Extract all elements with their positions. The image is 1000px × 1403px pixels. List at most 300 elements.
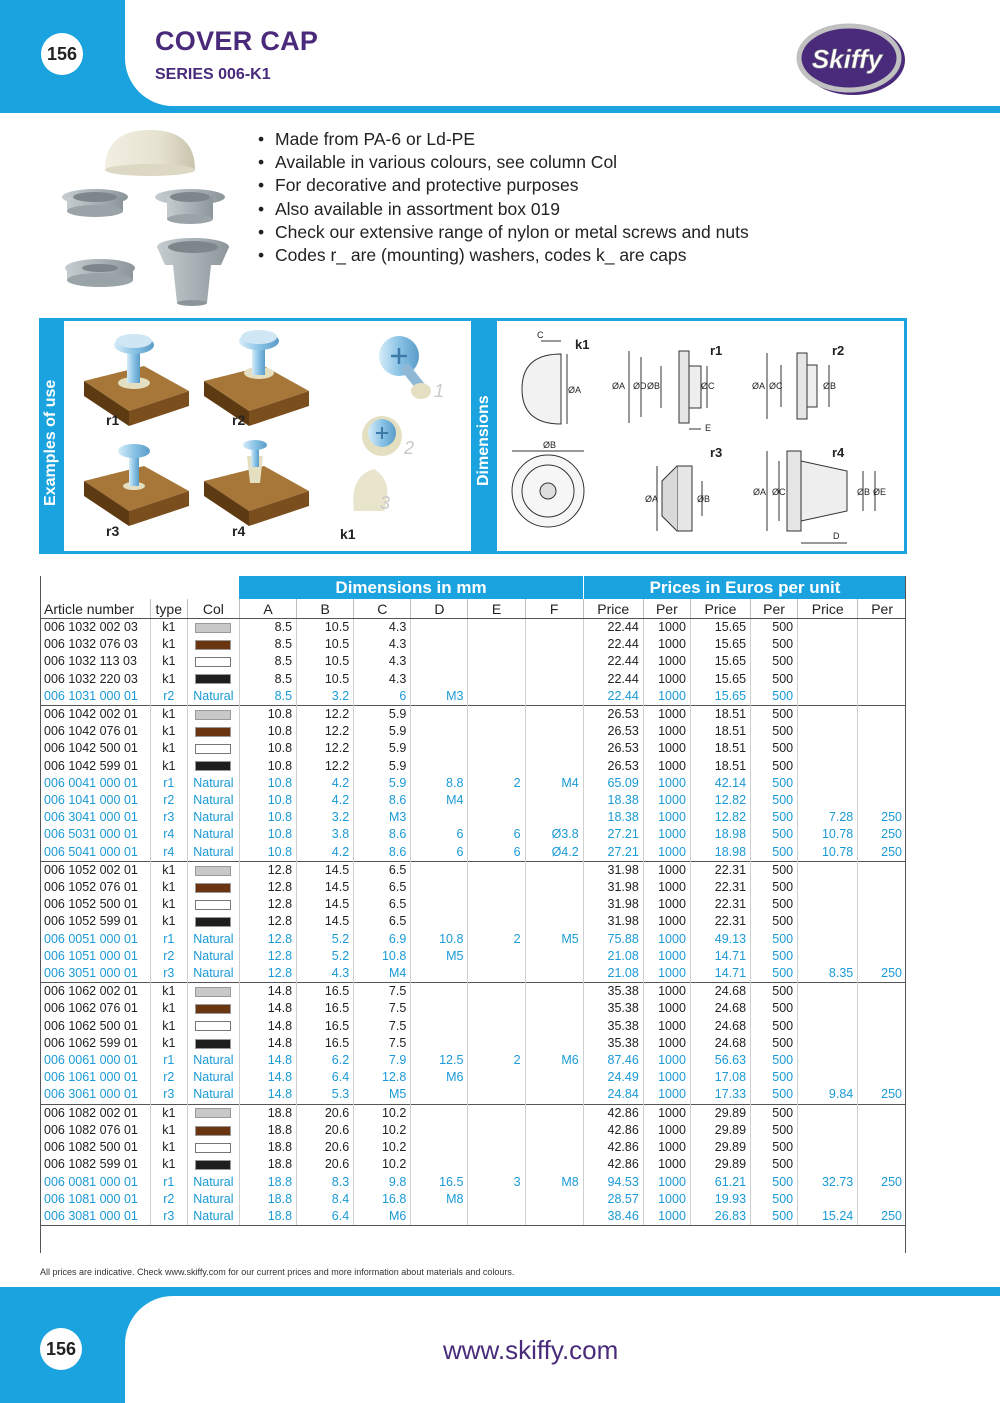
cell-B: 3.8 bbox=[297, 826, 354, 843]
cell-B: 16.5 bbox=[297, 1000, 354, 1017]
cell-D: M6 bbox=[411, 1069, 468, 1086]
cell-p3 bbox=[798, 1191, 858, 1208]
cell-B: 4.3 bbox=[297, 965, 354, 983]
table-row bbox=[40, 775, 906, 792]
cell-col: Natural bbox=[187, 965, 239, 983]
cell-D bbox=[411, 1104, 468, 1122]
cell-type: k1 bbox=[150, 653, 187, 670]
cell-B: 14.5 bbox=[297, 879, 354, 896]
cell-E bbox=[468, 792, 525, 809]
cell-p3 bbox=[798, 792, 858, 809]
cell-art: 006 1032 113 03 bbox=[44, 654, 137, 669]
cell-A: 12.8 bbox=[239, 931, 296, 948]
cell-type: k1 bbox=[150, 1035, 187, 1052]
cell-p1: 26.53 bbox=[583, 758, 643, 775]
table-row bbox=[40, 723, 906, 740]
cell-C: 6.5 bbox=[354, 913, 411, 930]
cell-D bbox=[411, 983, 468, 1001]
cell-D: 10.8 bbox=[411, 931, 468, 948]
cell-col: Natural bbox=[187, 844, 239, 862]
cell-p3 bbox=[798, 1104, 858, 1122]
cell-A: 10.8 bbox=[239, 723, 296, 740]
cell-p3 bbox=[798, 671, 858, 688]
table-row bbox=[40, 653, 906, 670]
cell-type: r3 bbox=[150, 965, 187, 983]
cell-B: 14.5 bbox=[297, 896, 354, 913]
table-row bbox=[40, 1191, 906, 1208]
cell-p1: 42.86 bbox=[583, 1122, 643, 1139]
cell-B: 14.5 bbox=[297, 861, 354, 879]
cell-B: 6.4 bbox=[297, 1208, 354, 1226]
cell-C: 7.5 bbox=[354, 1035, 411, 1052]
cell-p2: 29.89 bbox=[690, 1122, 750, 1139]
cell-p2: 18.51 bbox=[690, 706, 750, 724]
cell-q2: 500 bbox=[751, 688, 798, 706]
cell-p1: 22.44 bbox=[583, 688, 643, 706]
cell-C: 8.6 bbox=[354, 826, 411, 843]
cell-F bbox=[525, 1139, 583, 1156]
table-row bbox=[40, 844, 906, 862]
cell-art: 006 1042 002 01 bbox=[40, 706, 150, 724]
cell-art: 006 1062 599 01 bbox=[44, 1035, 138, 1050]
cell-p3 bbox=[798, 879, 858, 896]
cell-p2: 15.65 bbox=[690, 619, 750, 637]
cell-p3: 8.35 bbox=[798, 965, 858, 983]
cell-E bbox=[468, 671, 525, 688]
cell-p2: 61.21 bbox=[690, 1174, 750, 1191]
col-e: E bbox=[468, 599, 525, 619]
cell-p1: 42.86 bbox=[583, 1156, 643, 1173]
cell-p1: 87.46 bbox=[583, 1052, 643, 1069]
cell-q1: 1000 bbox=[643, 1191, 690, 1208]
cell-A: 14.8 bbox=[239, 1069, 296, 1086]
cell-D: 6 bbox=[411, 826, 468, 843]
table-border-right bbox=[905, 576, 906, 1253]
table-row bbox=[40, 965, 906, 983]
cell-B: 5.2 bbox=[297, 948, 354, 965]
cell-p3: 7.28 bbox=[798, 809, 858, 826]
cell-D bbox=[411, 1086, 468, 1104]
cell-B: 5.2 bbox=[297, 931, 354, 948]
cell-art: 006 5031 000 01 bbox=[44, 827, 138, 842]
cell-art: 006 1082 500 01 bbox=[44, 1140, 138, 1155]
cell-E bbox=[468, 1018, 525, 1035]
cell-art: 006 3061 000 01 bbox=[44, 1087, 138, 1102]
cell-p1: 24.84 bbox=[583, 1086, 643, 1104]
cell-art: 006 0051 000 01 bbox=[44, 931, 138, 946]
cell-B: 16.5 bbox=[297, 983, 354, 1001]
cell-q3: 250 bbox=[858, 1174, 906, 1191]
cell-art: 006 3081 000 01 bbox=[40, 1208, 150, 1226]
colour-swatch bbox=[195, 883, 231, 893]
cell-p3 bbox=[798, 896, 858, 913]
dim-label-r1: r1 bbox=[710, 343, 723, 358]
cell-D: 6 bbox=[411, 844, 468, 862]
cell-q3 bbox=[858, 740, 906, 757]
cell-D: 12.5 bbox=[411, 1052, 468, 1069]
colour-swatch bbox=[195, 623, 231, 633]
cell-F bbox=[525, 688, 583, 706]
label-r4: r4 bbox=[232, 523, 246, 539]
cell-F bbox=[525, 1000, 583, 1017]
col-per-1: Per bbox=[643, 599, 690, 619]
table-row bbox=[40, 740, 906, 757]
cell-type: r2 bbox=[150, 1191, 187, 1208]
colour-swatch bbox=[195, 1143, 231, 1153]
cell-p1: 22.44 bbox=[583, 671, 643, 688]
cell-type: r2 bbox=[150, 792, 187, 809]
cell-C: 6.5 bbox=[354, 896, 411, 913]
cell-q1: 1000 bbox=[643, 809, 690, 826]
cell-F bbox=[525, 1208, 583, 1226]
cell-q3 bbox=[858, 983, 906, 1001]
cell-q3 bbox=[858, 1000, 906, 1017]
cell-q1: 1000 bbox=[643, 723, 690, 740]
table-row bbox=[40, 1139, 906, 1156]
cell-E bbox=[468, 758, 525, 775]
table-row bbox=[40, 896, 906, 913]
cell-E bbox=[468, 740, 525, 757]
cell-art: 006 1042 500 01 bbox=[44, 741, 138, 756]
cell-D bbox=[411, 879, 468, 896]
cell-q1: 1000 bbox=[643, 636, 690, 653]
cell-B: 10.5 bbox=[297, 619, 354, 637]
website-link[interactable]: www.skiffy.com bbox=[443, 1335, 619, 1365]
cell-q2: 500 bbox=[751, 861, 798, 879]
cell-E bbox=[468, 1104, 525, 1122]
cell-C: 6.9 bbox=[354, 931, 411, 948]
cell-F bbox=[525, 879, 583, 896]
prices-group-header: Prices in Euros per unit bbox=[584, 576, 906, 599]
cell-p3 bbox=[798, 758, 858, 775]
cell-type: k1 bbox=[150, 896, 187, 913]
cell-p2: 22.31 bbox=[690, 861, 750, 879]
cell-type: k1 bbox=[150, 758, 187, 775]
cell-p3 bbox=[798, 913, 858, 930]
table-row bbox=[40, 913, 906, 930]
cell-art: 006 5041 000 01 bbox=[44, 844, 138, 859]
cell-E bbox=[468, 861, 525, 879]
cell-q1: 1000 bbox=[643, 1035, 690, 1052]
table-row bbox=[40, 1174, 906, 1191]
table-header-row bbox=[40, 599, 906, 619]
table-row bbox=[40, 1156, 906, 1173]
cell-col bbox=[187, 861, 239, 879]
cell-p1: 28.57 bbox=[583, 1191, 643, 1208]
cell-type: r3 bbox=[150, 1208, 187, 1226]
cell-q1: 1000 bbox=[643, 775, 690, 792]
cell-col: Natural bbox=[187, 809, 239, 826]
cell-D bbox=[411, 896, 468, 913]
cell-p1: 75.88 bbox=[583, 931, 643, 948]
cell-q1: 1000 bbox=[643, 1208, 690, 1226]
feature-item: • For decorative and protective purposes bbox=[258, 174, 749, 197]
label-1: 1 bbox=[434, 381, 445, 401]
cell-E: 2 bbox=[468, 1052, 525, 1069]
cell-q2: 500 bbox=[751, 1035, 798, 1052]
cell-E: 6 bbox=[468, 826, 525, 843]
cell-p3 bbox=[798, 931, 858, 948]
cell-p2: 24.68 bbox=[690, 1000, 750, 1017]
cell-p2: 18.51 bbox=[690, 740, 750, 757]
cell-D bbox=[411, 706, 468, 724]
cell-A: 14.8 bbox=[239, 1086, 296, 1104]
cell-D bbox=[411, 1018, 468, 1035]
cell-q3: 250 bbox=[858, 809, 906, 826]
dim-r4-b: ØB bbox=[857, 487, 871, 497]
cell-q3 bbox=[858, 879, 906, 896]
feature-item: • Check our extensive range of nylon or metal screws and nuts bbox=[258, 221, 749, 244]
cell-art: 006 1062 076 01 bbox=[44, 1001, 138, 1016]
cell-type: r4 bbox=[150, 844, 187, 862]
label-r3: r3 bbox=[106, 523, 120, 539]
cell-q2: 500 bbox=[751, 844, 798, 862]
cell-B: 20.6 bbox=[297, 1104, 354, 1122]
cell-p2: 18.98 bbox=[690, 844, 750, 862]
dim-r1-e: E bbox=[705, 423, 712, 433]
cell-A: 14.8 bbox=[239, 1000, 296, 1017]
col-per-3: Per bbox=[858, 599, 906, 619]
colour-swatch bbox=[195, 640, 231, 650]
cell-D: M3 bbox=[411, 688, 468, 706]
cell-p1: 26.53 bbox=[583, 723, 643, 740]
cell-F bbox=[525, 1035, 583, 1052]
cell-q2: 500 bbox=[751, 1018, 798, 1035]
cell-F bbox=[525, 896, 583, 913]
cell-type: k1 bbox=[150, 879, 187, 896]
cell-type: k1 bbox=[150, 671, 187, 688]
cell-p1: 21.08 bbox=[583, 965, 643, 983]
cell-type: k1 bbox=[150, 1018, 187, 1035]
cell-art: 006 1052 599 01 bbox=[44, 914, 138, 929]
cell-A: 12.8 bbox=[239, 948, 296, 965]
cell-type: r1 bbox=[150, 1052, 187, 1069]
cell-A: 14.8 bbox=[239, 1052, 296, 1069]
cell-p3 bbox=[798, 775, 858, 792]
cell-F: M6 bbox=[525, 1052, 583, 1069]
feature-item: • Available in various colours, see column Col bbox=[258, 151, 749, 174]
colour-swatch bbox=[195, 1126, 231, 1136]
cell-art: 006 3051 000 01 bbox=[44, 966, 138, 981]
cell-col bbox=[187, 913, 239, 930]
cell-B: 14.5 bbox=[297, 913, 354, 930]
cell-p1: 24.49 bbox=[583, 1069, 643, 1086]
table-row bbox=[40, 983, 906, 1001]
cell-q3 bbox=[858, 931, 906, 948]
cell-E: 3 bbox=[468, 1174, 525, 1191]
cell-type: k1 bbox=[150, 983, 187, 1001]
cell-q2: 500 bbox=[751, 1139, 798, 1156]
cell-p2: 18.51 bbox=[690, 723, 750, 740]
product-table bbox=[40, 599, 906, 1226]
cell-F bbox=[525, 948, 583, 965]
cell-col: Natural bbox=[187, 1052, 239, 1069]
cell-p2: 18.51 bbox=[690, 758, 750, 775]
dim-label-r3: r3 bbox=[710, 445, 723, 460]
cell-col bbox=[187, 671, 239, 688]
dim-r1-a: ØA bbox=[612, 381, 626, 391]
cell-B: 10.5 bbox=[297, 671, 354, 688]
cell-p2: 24.68 bbox=[690, 1035, 750, 1052]
cell-p1: 22.44 bbox=[583, 636, 643, 653]
cell-q2: 500 bbox=[751, 1191, 798, 1208]
cell-C: 4.3 bbox=[354, 619, 411, 637]
cell-p2: 18.98 bbox=[690, 826, 750, 843]
cell-p2: 15.65 bbox=[690, 688, 750, 706]
cell-p3: 32.73 bbox=[798, 1174, 858, 1191]
cell-F: Ø3.8 bbox=[525, 826, 583, 843]
cell-A: 14.8 bbox=[239, 983, 296, 1001]
cell-type: k1 bbox=[150, 1122, 187, 1139]
table-row bbox=[40, 826, 906, 843]
cell-q3: 250 bbox=[858, 1208, 906, 1226]
cell-F bbox=[525, 861, 583, 879]
cell-q1: 1000 bbox=[643, 706, 690, 724]
cell-q1: 1000 bbox=[643, 619, 690, 637]
table-row bbox=[40, 1018, 906, 1035]
cell-q2: 500 bbox=[751, 671, 798, 688]
dimensions-group-header: Dimensions in mm bbox=[239, 576, 583, 599]
cell-D bbox=[411, 740, 468, 757]
cell-q3 bbox=[858, 1139, 906, 1156]
cell-art: 006 3041 000 01 bbox=[44, 810, 138, 825]
cell-col: Natural bbox=[187, 1086, 239, 1104]
cell-q2: 500 bbox=[751, 706, 798, 724]
dim-r1-d: ØD bbox=[633, 381, 647, 391]
cell-q2: 500 bbox=[751, 826, 798, 843]
cell-p1: 31.98 bbox=[583, 913, 643, 930]
dim-label-r4: r4 bbox=[832, 445, 845, 460]
cell-q3: 250 bbox=[858, 826, 906, 843]
table-row bbox=[40, 758, 906, 775]
cell-p1: 42.86 bbox=[583, 1139, 643, 1156]
cell-C: 7.5 bbox=[354, 1000, 411, 1017]
cell-art: 006 1042 599 01 bbox=[44, 758, 138, 773]
cell-col bbox=[187, 1018, 239, 1035]
dim-a: ØA bbox=[568, 385, 582, 395]
cell-E bbox=[468, 653, 525, 670]
dim-c: C bbox=[537, 330, 544, 340]
cell-F bbox=[525, 636, 583, 653]
cell-art: 006 1082 002 01 bbox=[40, 1104, 150, 1122]
cell-C: 8.6 bbox=[354, 792, 411, 809]
cell-D bbox=[411, 1208, 468, 1226]
cell-D bbox=[411, 861, 468, 879]
cell-type: r1 bbox=[150, 1174, 187, 1191]
cell-p2: 22.31 bbox=[690, 896, 750, 913]
table-row bbox=[40, 1052, 906, 1069]
cell-A: 12.8 bbox=[239, 913, 296, 930]
cell-col bbox=[187, 1104, 239, 1122]
cell-E bbox=[468, 688, 525, 706]
cell-q2: 500 bbox=[751, 1069, 798, 1086]
cell-p2: 42.14 bbox=[690, 775, 750, 792]
page-title: COVER CAP bbox=[155, 26, 319, 56]
cell-E bbox=[468, 965, 525, 983]
cell-p1: 22.44 bbox=[583, 619, 643, 637]
cell-E bbox=[468, 1139, 525, 1156]
cell-art: 006 1062 500 01 bbox=[44, 1018, 138, 1033]
cell-B: 6.2 bbox=[297, 1052, 354, 1069]
cell-type: r2 bbox=[150, 688, 187, 706]
cell-B: 10.5 bbox=[297, 653, 354, 670]
cell-q3 bbox=[858, 706, 906, 724]
cell-p1: 26.53 bbox=[583, 740, 643, 757]
cell-p3 bbox=[798, 1069, 858, 1086]
cell-B: 12.2 bbox=[297, 758, 354, 775]
cell-q3 bbox=[858, 671, 906, 688]
cell-A: 8.5 bbox=[239, 619, 296, 637]
cell-D bbox=[411, 1035, 468, 1052]
cell-q2: 500 bbox=[751, 775, 798, 792]
cell-F bbox=[525, 1122, 583, 1139]
cell-p2: 14.71 bbox=[690, 965, 750, 983]
cell-q3 bbox=[858, 758, 906, 775]
cell-type: r3 bbox=[150, 1086, 187, 1104]
cell-q1: 1000 bbox=[643, 931, 690, 948]
col-article: Article number bbox=[40, 599, 150, 619]
cell-p3: 9.84 bbox=[798, 1086, 858, 1104]
cell-p3 bbox=[798, 1139, 858, 1156]
cell-p2: 15.65 bbox=[690, 636, 750, 653]
cell-F bbox=[525, 653, 583, 670]
cell-col: Natural bbox=[187, 948, 239, 965]
cell-F bbox=[525, 1069, 583, 1086]
example-r2 bbox=[204, 330, 309, 426]
cell-art: 006 0081 000 01 bbox=[44, 1174, 138, 1189]
cell-q2: 500 bbox=[751, 965, 798, 983]
example-r4 bbox=[204, 440, 309, 526]
dim-r4-d: D bbox=[833, 531, 840, 541]
cell-q3 bbox=[858, 653, 906, 670]
colour-swatch bbox=[195, 744, 231, 754]
cell-E bbox=[468, 913, 525, 930]
cell-q3: 250 bbox=[858, 1086, 906, 1104]
cell-art: 006 1082 599 01 bbox=[44, 1157, 138, 1172]
cell-q3: 250 bbox=[858, 844, 906, 862]
cell-F bbox=[525, 740, 583, 757]
cell-C: 7.5 bbox=[354, 983, 411, 1001]
cell-p3 bbox=[798, 688, 858, 706]
cell-art: 006 1042 076 01 bbox=[44, 724, 138, 739]
cell-q2: 500 bbox=[751, 948, 798, 965]
cell-q2: 500 bbox=[751, 1052, 798, 1069]
cell-col bbox=[187, 636, 239, 653]
cell-type: k1 bbox=[150, 636, 187, 653]
col-a: A bbox=[239, 599, 296, 619]
cell-p1: 42.86 bbox=[583, 1104, 643, 1122]
cell-E bbox=[468, 1122, 525, 1139]
cell-col bbox=[187, 1035, 239, 1052]
cell-p2: 29.89 bbox=[690, 1104, 750, 1122]
cell-E bbox=[468, 896, 525, 913]
table-row bbox=[40, 948, 906, 965]
cell-E bbox=[468, 1156, 525, 1173]
colour-swatch bbox=[195, 1004, 231, 1014]
col-b: B bbox=[297, 599, 354, 619]
cell-p2: 29.89 bbox=[690, 1156, 750, 1173]
cell-B: 16.5 bbox=[297, 1018, 354, 1035]
cell-B: 4.2 bbox=[297, 844, 354, 862]
cell-q2: 500 bbox=[751, 653, 798, 670]
cell-p3 bbox=[798, 1018, 858, 1035]
cell-D bbox=[411, 809, 468, 826]
cell-C: 12.8 bbox=[354, 1069, 411, 1086]
cell-p2: 29.89 bbox=[690, 1139, 750, 1156]
cell-E bbox=[468, 1086, 525, 1104]
cell-q1: 1000 bbox=[643, 1122, 690, 1139]
cell-col bbox=[187, 1156, 239, 1173]
